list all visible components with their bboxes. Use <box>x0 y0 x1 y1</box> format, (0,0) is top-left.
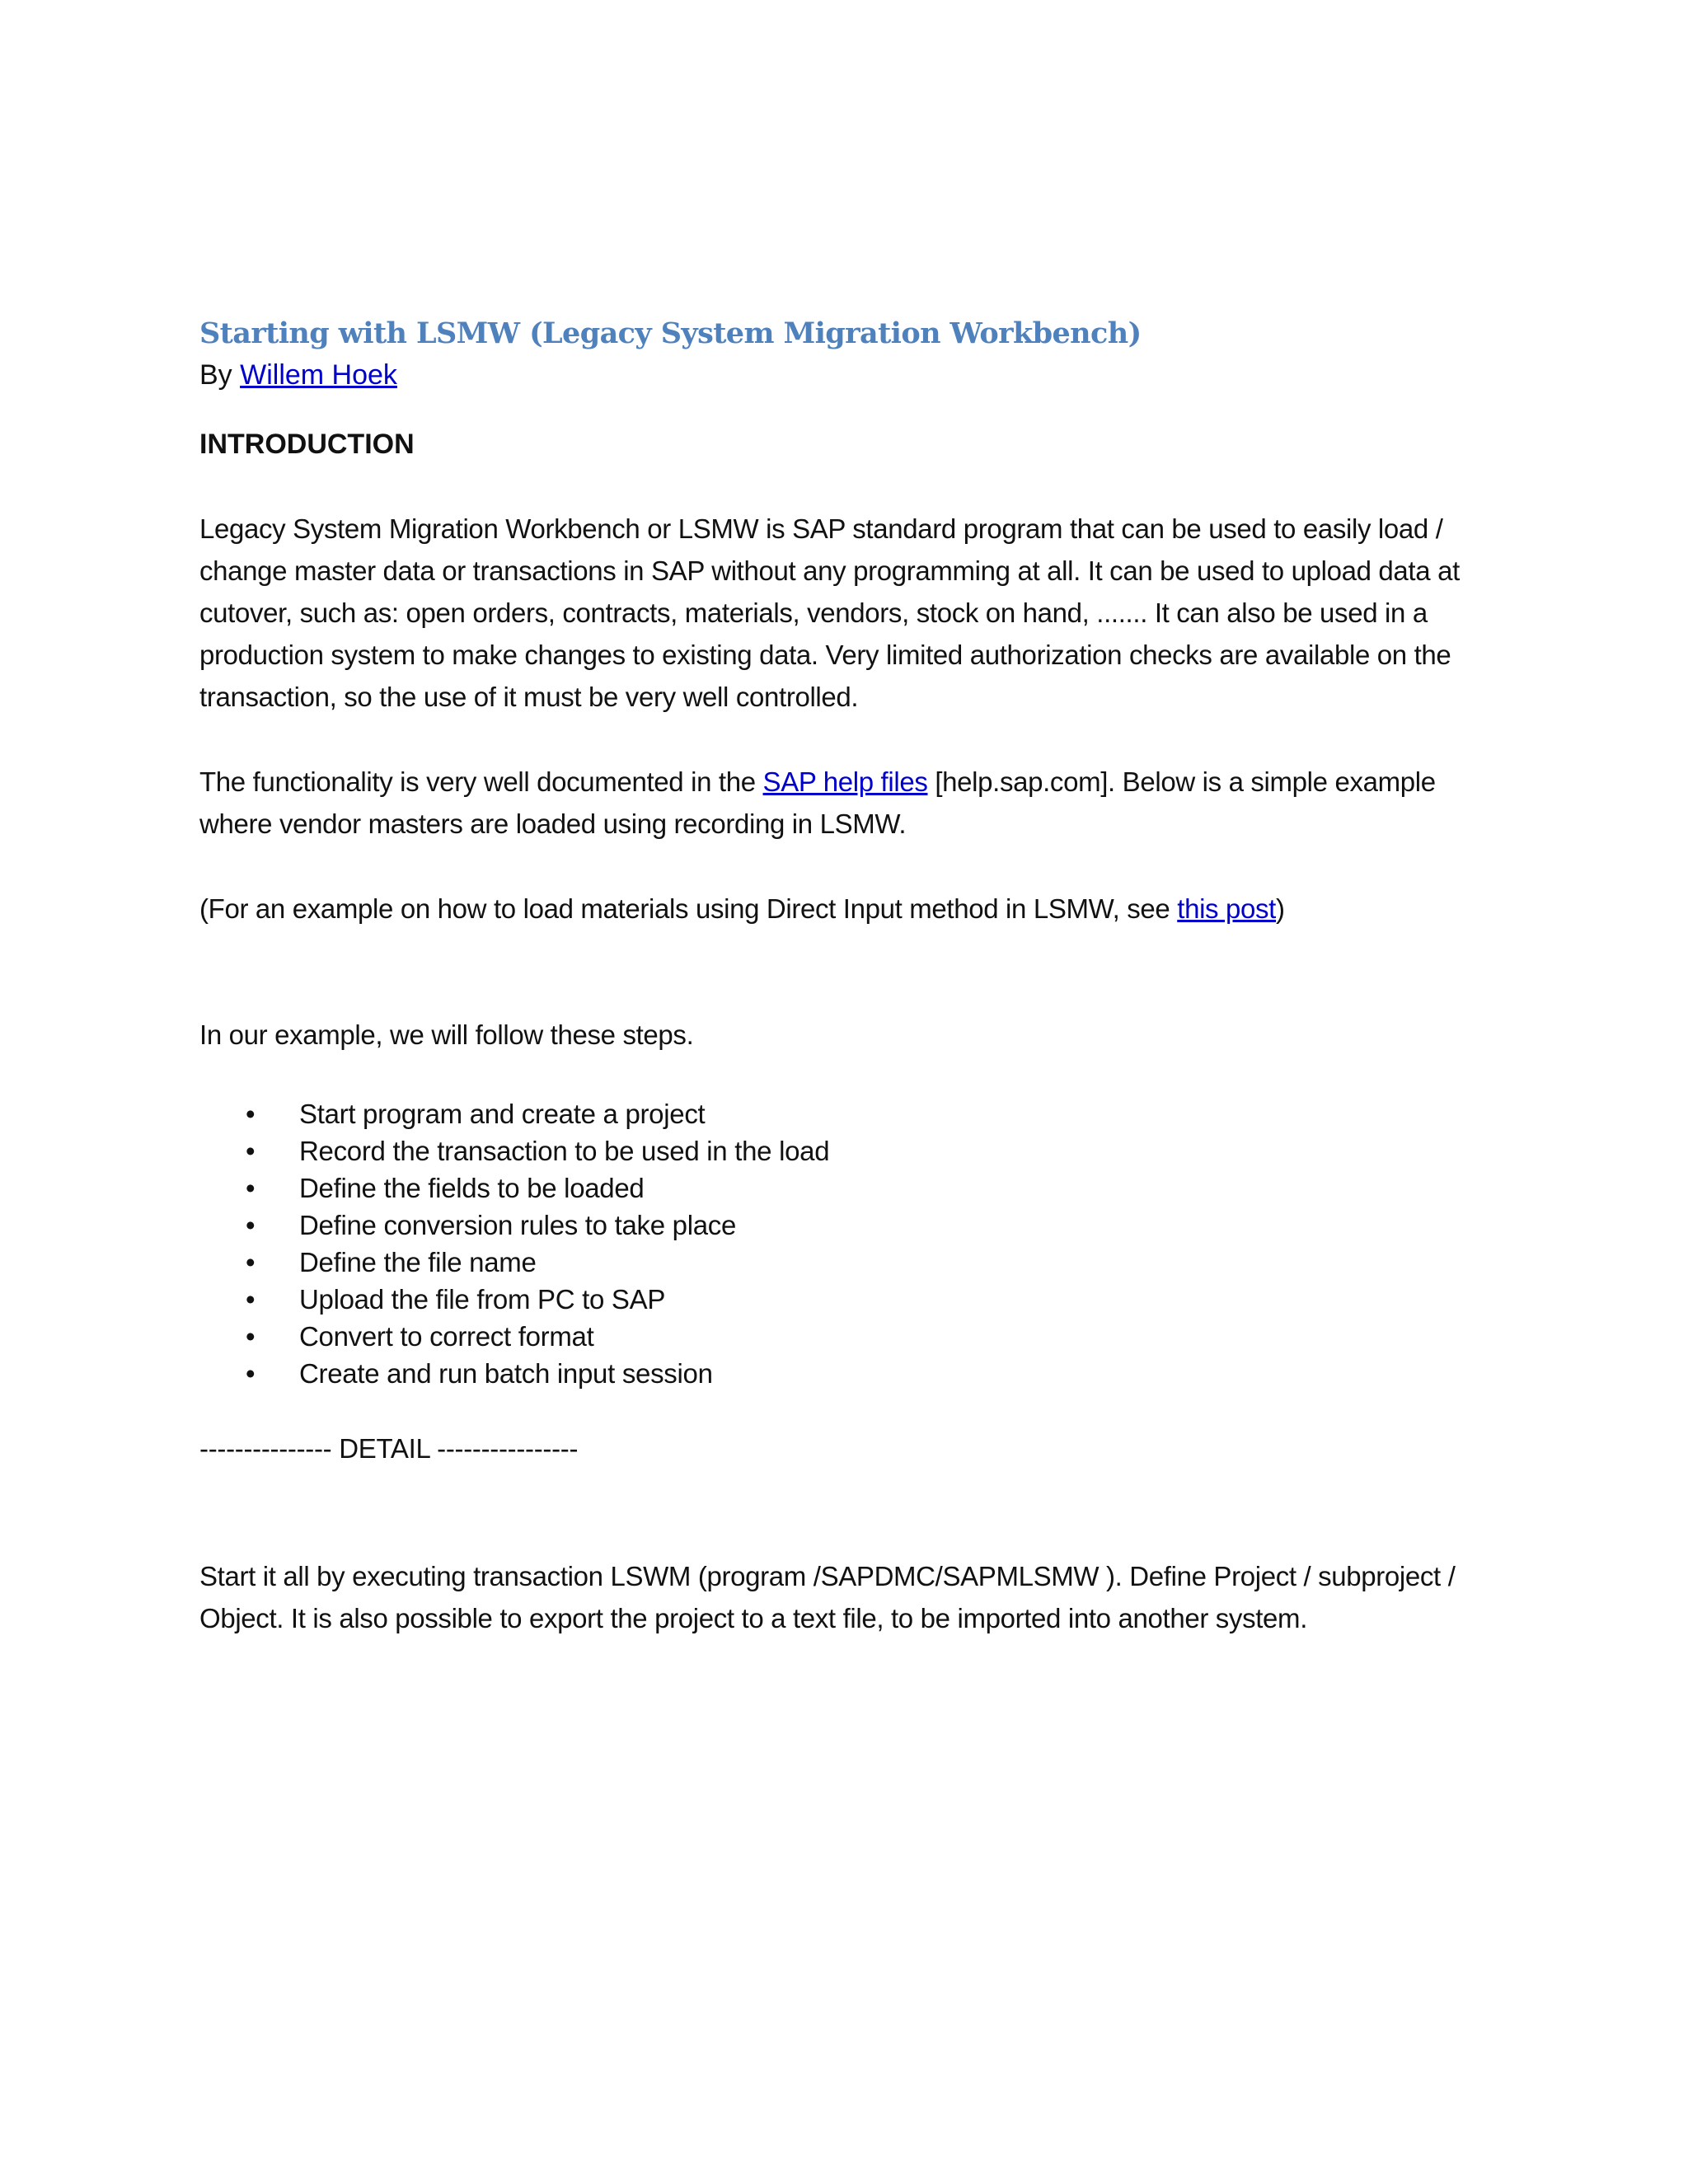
bullet-icon: • <box>246 1321 256 1352</box>
bullet-icon: • <box>246 1284 256 1315</box>
list-item <box>199 1095 1502 1132</box>
list-item <box>199 1244 1502 1281</box>
list-item <box>199 1355 1502 1392</box>
document-title: Starting with LSMW (Legacy System Migration Workbench) <box>199 316 1142 350</box>
author-link[interactable]: Willem Hoek <box>240 359 397 391</box>
step-text: Upload the file from PC to SAP <box>299 1284 666 1315</box>
step-text: Define conversion rules to take place <box>299 1210 737 1240</box>
step-text: Start program and create a project <box>299 1099 706 1129</box>
example-note-paragraph <box>199 888 1502 930</box>
this-post-link[interactable]: this post <box>1177 893 1276 924</box>
bullet-icon: • <box>246 1136 256 1166</box>
list-item <box>199 1132 1502 1169</box>
example-note-text-after: ) <box>1276 893 1285 924</box>
detail-separator: --------------- DETAIL ---------------- <box>199 1433 579 1464</box>
byline <box>199 354 1502 396</box>
section-heading-introduction: INTRODUCTION <box>199 429 415 460</box>
bullet-icon: • <box>246 1173 256 1203</box>
list-item <box>199 1318 1502 1355</box>
functionality-text-after: [help.sap.com]. Below is a simple example where vendor masters are loaded using recording in LSMW. <box>199 766 1436 839</box>
bullet-icon: • <box>246 1247 256 1277</box>
list-item <box>199 1169 1502 1207</box>
list-item <box>199 1207 1502 1244</box>
step-text: Create and run batch input session <box>299 1358 713 1389</box>
sap-help-files-link[interactable]: SAP help files <box>762 766 928 797</box>
step-text: Record the transaction to be used in the load <box>299 1136 830 1166</box>
functionality-paragraph <box>199 761 1502 845</box>
bullet-icon: • <box>246 1210 256 1240</box>
step-text: Define the file name <box>299 1247 537 1277</box>
bullet-icon: • <box>246 1099 256 1129</box>
steps-intro: In our example, we will follow these steps. <box>199 1019 694 1050</box>
document-content <box>199 313 1502 1639</box>
byline-prefix: By <box>199 359 241 391</box>
step-text: Define the fields to be loaded <box>299 1173 645 1203</box>
bullet-icon: • <box>246 1358 256 1389</box>
example-note-text-before: (For an example on how to load materials using Direct Input method in LSMW, see <box>199 893 1178 924</box>
functionality-text-before: The functionality is very well documented in the <box>199 766 763 797</box>
intro-paragraph: Legacy System Migration Workbench or LSMW is SAP standard program that can be used to easily load / change master data or transactions in SAP without any programming at all. It can be used to upload data at cutover, such as: open orders, contracts, materials, vendors, stock on hand, ....... It can also be used in a production system to make changes to existing data. Very limited authorization checks are available on the transaction, so the use of it must be very well controlled. <box>199 513 1460 712</box>
start-paragraph: Start it all by executing transaction LSWM (program /SAPDMC/SAPMLSMW ). Define Project / subproject / Object. It is also possible to export the project to a text file, to be imported into another system. <box>199 1561 1456 1633</box>
step-text: Convert to correct format <box>299 1321 594 1352</box>
list-item <box>199 1281 1502 1318</box>
steps-list <box>199 1095 1502 1392</box>
